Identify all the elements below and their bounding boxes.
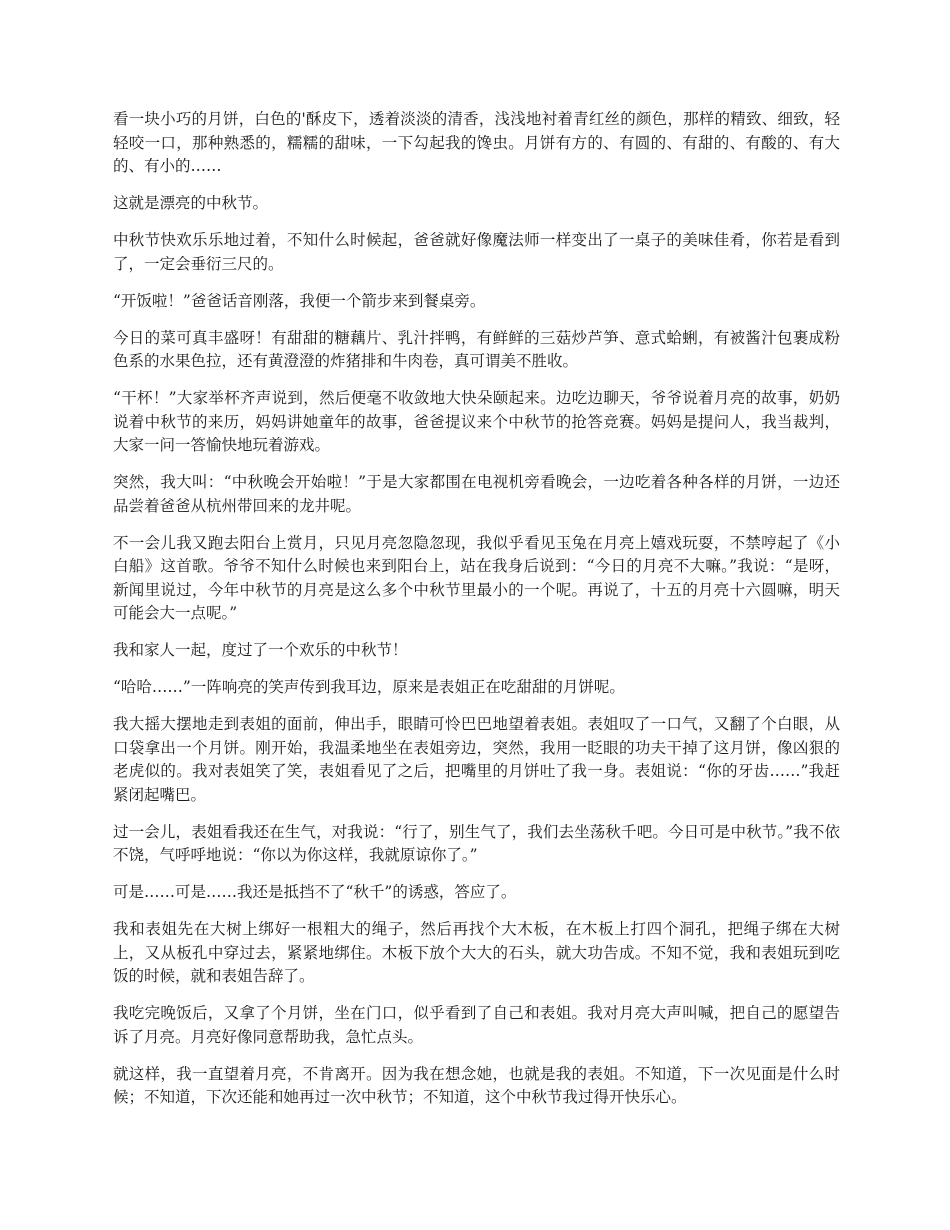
paragraph-14: 我和表姐先在大树上绑好一根粗大的绳子，然后再找个大木板，在木板上打四个洞孔，把绳子绑在大树上，又从板孔中穿过去，紧紧地绑住。木板下放个大大的石头，就大功告成。不知不觉，我和表姐玩到吃饭的时候，就和表姐告辞了。 (113, 920, 840, 985)
document-body (113, 108, 840, 1123)
paragraph-9: 我和家人一起，度过了一个欢乐的中秋节！ (113, 641, 408, 659)
paragraph-6: “干杯！”大家举杯齐声说到，然后便毫不收敛地大快朵颐起来。边吃边聊天，爷爷说着月亮的故事，奶奶说着中秋节的来历，妈妈讲她童年的故事，爸爸提议来个中秋节的抢答竞赛。妈妈是提问人，我当裁判，大家一问一答愉快地玩着游戏。 (113, 389, 840, 454)
paragraph-16: 就这样，我一直望着月亮，不肯离开。因为我在想念她，也就是我的表姐。不知道，下一次见面是什么时候；不知道，下次还能和她再过一次中秋节；不知道，这个中秋节我过得开快乐心。 (113, 1064, 840, 1106)
paragraph-8: 不一会儿我又跑去阳台上赏月，只见月亮忽隐忽现，我似乎看见玉兔在月亮上嬉戏玩耍，不禁哼起了《小白船》这首歌。爷爷不知什么时候也来到阳台上，站在我身后说到：“今日的月亮不大嘛。”我说：“是呀，新闻里说过，今年中秋节的月亮是这么多个中秋节里最小的一个呢。再说了，十五的月亮十六圆嘛，明天可能会大一点呢。” (113, 533, 840, 622)
paragraph-1: 看一块小巧的月饼，白色的'酥皮下，透着淡淡的清香，浅浅地衬着青红丝的颜色，那样的精致、细致，轻轻咬一口，那种熟悉的，糯糯的甜味，一下勾起我的馋虫。月饼有方的、有圆的、有甜的、有酸的、有大的、有小的…… (113, 110, 840, 175)
paragraph-13: 可是……可是……我还是抵挡不了“秋千”的诱惑，答应了。 (113, 883, 517, 901)
paragraph-15: 我吃完晚饭后，又拿了个月饼，坐在门口，似乎看到了自己和表姐。我对月亮大声叫喊，把自己的愿望告诉了月亮。月亮好像同意帮助我，急忙点头。 (113, 1004, 840, 1046)
paragraph-5: 今日的菜可真丰盛呀！有甜甜的糖藕片、乳汁拌鸭，有鲜鲜的三菇炒芦笋、意式蛤蜊，有被酱汁包裹成粉色系的水果色拉，还有黄澄澄的炸猪排和牛肉卷，真可谓美不胜收。 (113, 328, 840, 370)
paragraph-12: 过一会儿，表姐看我还在生气，对我说：“行了，别生气了，我们去坐荡秋千吧。今日可是中秋节。”我不依不饶，气呼呼地说：“你以为你这样，我就原谅你了。” (113, 822, 840, 864)
paragraph-10: “哈哈……”一阵响亮的笑声传到我耳边，原来是表姐正在吃甜甜的月饼呢。 (113, 678, 625, 696)
paragraph-4: “开饭啦！”爸爸话音刚落，我便一个箭步来到餐桌旁。 (113, 291, 486, 310)
paragraph-3: 中秋节快欢乐乐地过着，不知什么时候起，爸爸就好像魔法师一样变出了一桌子的美味佳肴，你若是看到了，一定会垂衍三尺的。 (113, 231, 840, 273)
paragraph-11: 我大摇大摆地走到表姐的面前，伸出手，眼睛可怜巴巴地望着表姐。表姐叹了一口气，又翻了个白眼，从口袋拿出一个月饼。刚开始，我温柔地坐在表姐旁边，突然，我用一眨眼的功夫干掉了这月饼，像凶狠的老虎似的。我对表姐笑了笑，表姐看见了之后，把嘴里的月饼吐了我一身。表姐说：“你的牙齿……”我赶紧闭起嘴巴。 (113, 715, 840, 804)
paragraph-2: 这就是漂亮的中秋节。 (113, 194, 269, 212)
paragraph-7: 突然，我大叫：“中秋晚会开始啦！”于是大家都围在电视机旁看晚会，一边吃着各种各样的月饼，一边还品尝着爸爸从杭州带回来的龙井呢。 (113, 473, 840, 515)
